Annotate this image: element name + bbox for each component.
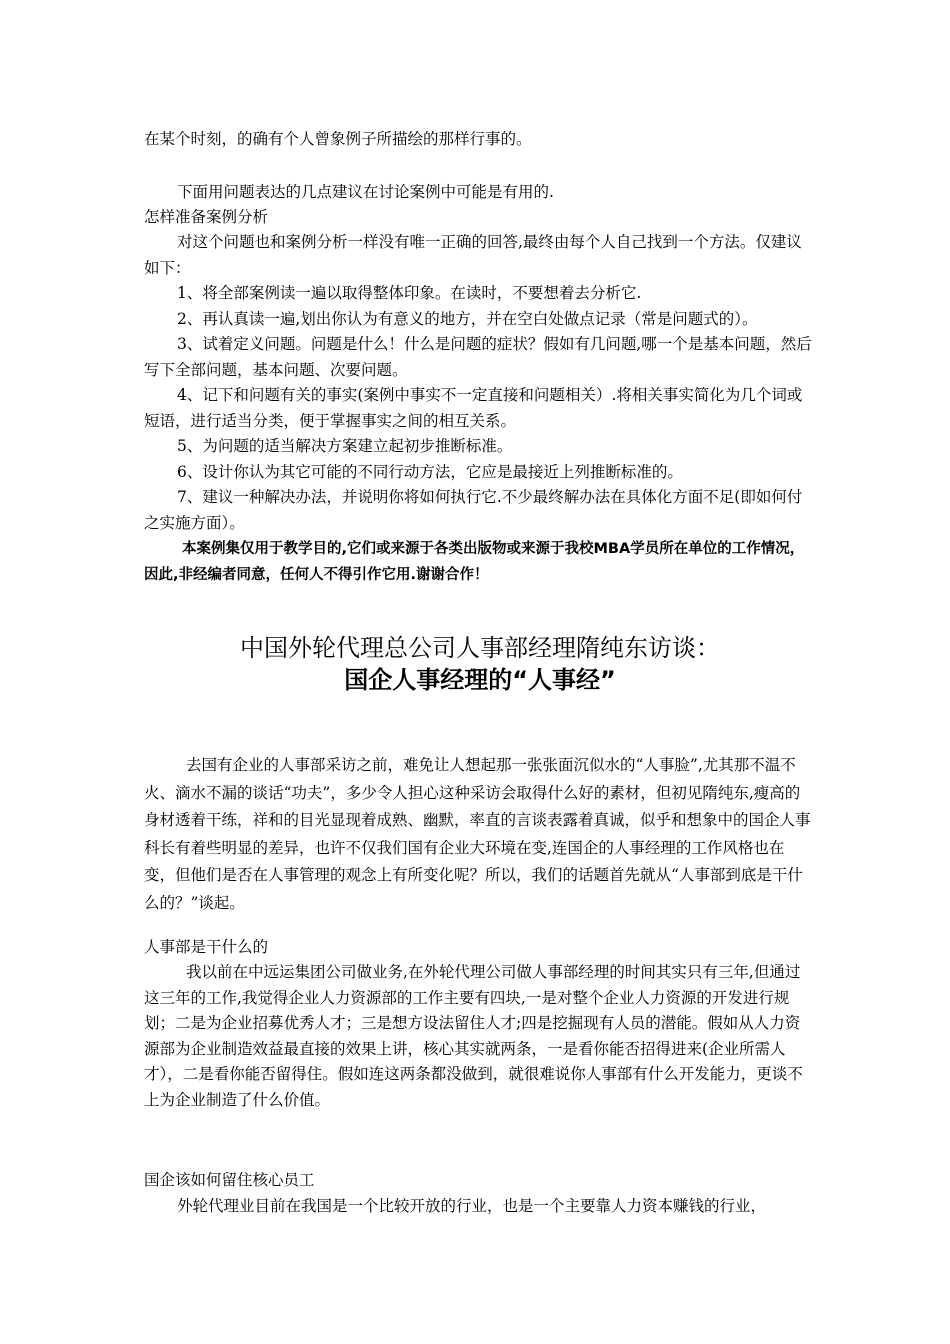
section-heading-retain-staff: 国企该如何留住核心员工 <box>144 1171 315 1189</box>
article-lead-paragraph: 去国有企业的人事部采访之前，难免让人想起那一张张面沉似水的“人事脸”,尤其那不温不火、滴水不漏的谈话“功夫”，多少令人担心这种采访会取得什么好的素材，但初见隋纯东,瘦高的身材透着干练，祥和的目光显现着成熟、幽默，率直的言谈表露着真诚，似乎和想象中的国企人事科长有着些明显的差异，也许不仅我们国有企业大环境在变,连国企的人事经理的工作风格也在变，但他们是否在人事管理的观念上有所变化呢？所以，我们的话题首先就从“人事部到底是干什么的？”谈起。 <box>144 756 811 912</box>
step-item: 1、将全部案例读一遍以取得整体印象。在读时，不要想着去分析它. <box>177 284 642 302</box>
intro-line-2: 下面用问题表达的几点建议在讨论案例中可能是有用的. <box>177 183 554 201</box>
case-analysis-paragraph: 对这个问题也和案例分析一样没有唯一正确的回答,最终由每个人自己找到一个方法。仅建议如下： <box>144 233 802 277</box>
article-title-line-1: 中国外轮代理总公司人事部经理隋纯东访谈： <box>240 634 720 662</box>
intro-line-1: 在某个时刻，的确有个人曾象例子所描绘的那样行事的。 <box>144 130 532 148</box>
section-paragraph-retain-staff: 外轮代理业目前在我国是一个比较开放的行业，也是一个主要靠人力资本赚钱的行业， <box>177 1197 767 1215</box>
step-item: 6、设计你认为其它可能的不同行动方法，它应是最接近上列推断标准的。 <box>177 462 683 481</box>
step-item: 2、再认真读一遍,划出你认为有意义的地方，并在空白处做点记录（常是问题式的）。 <box>177 309 758 328</box>
section-paragraph-hr-role: 我以前在中远运集团公司做业务,在外轮代理公司做人事部经理的时间其实只有三年,但通过这三年的工作,我觉得企业人力资源部的工作主要有四块,一是对整个企业人力资源的开发进行规划；二是为企业招募优秀人才；三是想方设法留住人才;四是挖掘现有人员的潜能。假如从人力资源部为企业制造效益最直接的效果上讲，核心其实就两条，一是看你能否招得进来(企业所需人才），二是看你能否留得住。假如连这两条都没做到，就很难说你人事部有什么开发能力，更谈不上为企业制造了什么价值。 <box>144 963 803 1109</box>
section-heading-hr-role: 人事部是干什么的 <box>144 938 269 956</box>
usage-notice: 本案例集仅用于教学目的,它们或来源于各类出版物或来源于我校MBA学员所在单位的工作情况，因此,非经编者同意，任何人不得引作它用.谢谢合作！ <box>144 541 805 583</box>
step-item: 7、建议一种解决办法，并说明你将如何执行它.不少最终解办法在具体化方面不足(即如何付之实施方面）。 <box>144 488 803 532</box>
case-analysis-body <box>144 230 812 588</box>
step-item: 3、试着定义问题。问题是什么！什么是问题的症状？假如有几问题,哪一个是基本问题，然后写下全部问题，基本问题、次要问题。 <box>144 335 812 379</box>
article-title-line-2: 国企人事经理的“人事经” <box>344 666 616 694</box>
step-item: 5、为问题的适当解决方案建立起初步推断标准。 <box>177 437 513 455</box>
article-title <box>144 632 816 696</box>
case-analysis-heading: 怎样准备案例分析 <box>144 208 269 226</box>
step-item: 4、记下和问题有关的事实(案例中事实不一定直接和问题相关）.将相关事实简化为几个词或短语，进行适当分类，便于掌握事实之间的相互关系。 <box>144 386 803 430</box>
